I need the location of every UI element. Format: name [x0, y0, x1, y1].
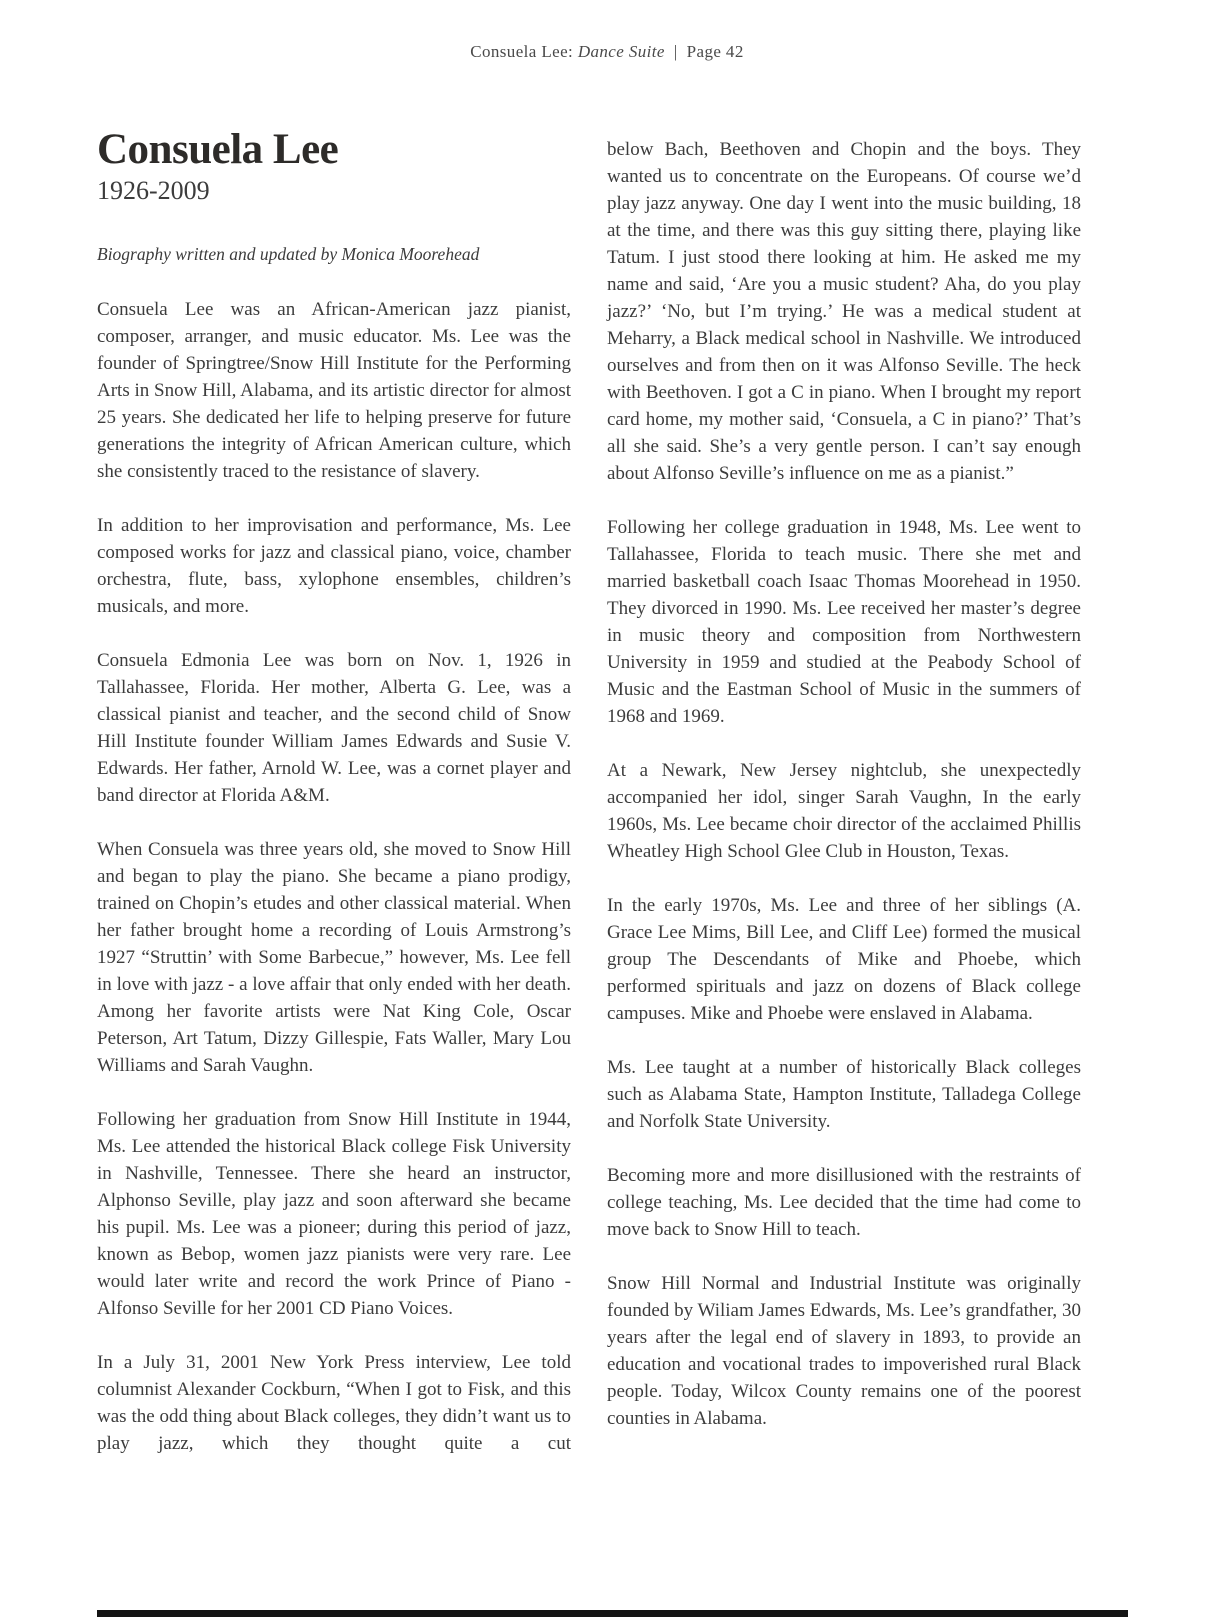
- paragraph-left-3: Consuela Edmonia Lee was born on Nov. 1, 1926 in Tallahassee, Florida. Her mother, Alberta G. Lee, was a classical pianist and teacher, and the second child of Snow Hill Institute founder William James Edwards and Susie V. Edwards. Her father, Arnold W. Lee, was a cornet player and band director at Florida A&M.: [97, 650, 571, 806]
- header-separator: |: [673, 42, 678, 61]
- paragraph-right-5: Ms. Lee taught at a number of historically Black colleges such as Alabama State, Hampton Institute, Talladega College and Norfolk State University.: [607, 1057, 1081, 1132]
- header-book-title: Consuela Lee:: [470, 42, 578, 61]
- byline: Biography written and updated by Monica Moorehead: [97, 244, 480, 264]
- paragraph-right-2: Following her college graduation in 1948, Ms. Lee went to Tallahassee, Florida to teach music. There she met and married basketball coach Isaac Thomas Moorehead in 1950. They divorced in 1990. Ms. Lee received her master’s degree in music theory and composition from Northwestern University in 1959 and studied at the Peabody School of Music and the Eastman School of Music in the summers of 1968 and 1969.: [607, 517, 1081, 727]
- right-column: [607, 136, 1081, 1432]
- header-page-number: Page 42: [686, 42, 744, 61]
- paragraph-right-7: Snow Hill Normal and Industrial Institute was originally founded by Wiliam James Edwards, Ms. Lee’s grandfather, 30 years after the legal end of slavery in 1893, to provide an education and vocational trades to impoverished rural Black people. Today, Wilcox County remains one of the poorest counties in Alabama.: [607, 1273, 1081, 1429]
- header-work-title: Dance Suite: [577, 42, 665, 61]
- paragraph-left-4: When Consuela was three years old, she moved to Snow Hill and began to play the piano. She became a piano prodigy, trained on Chopin’s etudes and other classical material. When her father brought home a recording of Louis Armstrong’s 1927 “Struttin’ with Some Barbecue,” however, Ms. Lee fell in love with jazz - a love affair that only ended with her death. Among her favorite artists were Nat King Cole, Oscar Peterson, Art Tatum, Dizzy Gillespie, Fats Waller, Mary Lou Williams and Sarah Vaughn.: [97, 839, 571, 1076]
- running-header: [0, 42, 1214, 62]
- left-column: [97, 126, 571, 1457]
- paragraph-right-3: At a Newark, New Jersey nightclub, she unexpectedly accompanied her idol, singer Sarah Vaughn, In the early 1960s, Ms. Lee became choir director of the acclaimed Phillis Wheatley High School Glee Club in Houston, Texas.: [607, 760, 1081, 862]
- life-years: 1926-2009: [97, 176, 210, 205]
- paragraph-left-6: In a July 31, 2001 New York Press interview, Lee told columnist Alexander Cockburn, “When I got to Fisk, and this was the odd thing about Black colleges, they didn’t want us to play jazz, which they thought quite a cut: [97, 1352, 571, 1454]
- paragraph-left-5: Following her graduation from Snow Hill Institute in 1944, Ms. Lee attended the historical Black college Fisk University in Nashville, Tennessee. There she heard an instructor, Alphonso Seville, play jazz and soon afterward she became his pupil. Ms. Lee was a pioneer; during this period of jazz, known as Bebop, women jazz pianists were very rare. Lee would later write and record the work Prince of Piano - Alfonso Seville for her 2001 CD Piano Voices.: [97, 1109, 571, 1319]
- footer-rule: [97, 1610, 1128, 1617]
- paragraph-left-2: In addition to her improvisation and performance, Ms. Lee composed works for jazz and classical piano, voice, chamber orchestra, flute, bass, xylophone ensembles, children’s musicals, and more.: [97, 515, 571, 617]
- paragraph-right-1: below Bach, Beethoven and Chopin and the boys. They wanted us to concentrate on the Europeans. Of course we’d play jazz anyway. One day I went into the music building, 18 at the time, and there was this guy sitting there, playing like Tatum. I just stood there looking at him. He asked me my name and said, ‘Are you a music student? Aha, do you play jazz?’ ‘No, but I’m trying.’ He was a medical student at Meharry, a Black medical school in Nashville. We introduced ourselves and from then on it was Alfonso Seville. The heck with Beethoven. I got a C in piano. When I brought my report card home, my mother said, ‘Consuela, a C in piano?’ That’s all she said. She’s a very gentle person. I can’t say enough about Alfonso Seville’s influence on me as a pianist.”: [607, 139, 1081, 484]
- article-title: Consuela Lee: [97, 126, 339, 173]
- paragraph-right-6: Becoming more and more disillusioned with the restraints of college teaching, Ms. Lee decided that the time had come to move back to Snow Hill to teach.: [607, 1165, 1081, 1240]
- paragraph-right-4: In the early 1970s, Ms. Lee and three of her siblings (A. Grace Lee Mims, Bill Lee, and Cliff Lee) formed the musical group The Descendants of Mike and Phoebe, which performed spirituals and jazz on dozens of Black college campuses. Mike and Phoebe were enslaved in Alabama.: [607, 895, 1081, 1024]
- paragraph-left-1: Consuela Lee was an African-American jazz pianist, composer, arranger, and music educator. Ms. Lee was the founder of Springtree/Snow Hill Institute for the Performing Arts in Snow Hill, Alabama, and its artistic director for almost 25 years. She dedicated her life to helping preserve for future generations the integrity of African American culture, which she consistently traced to the resistance of slavery.: [97, 299, 571, 482]
